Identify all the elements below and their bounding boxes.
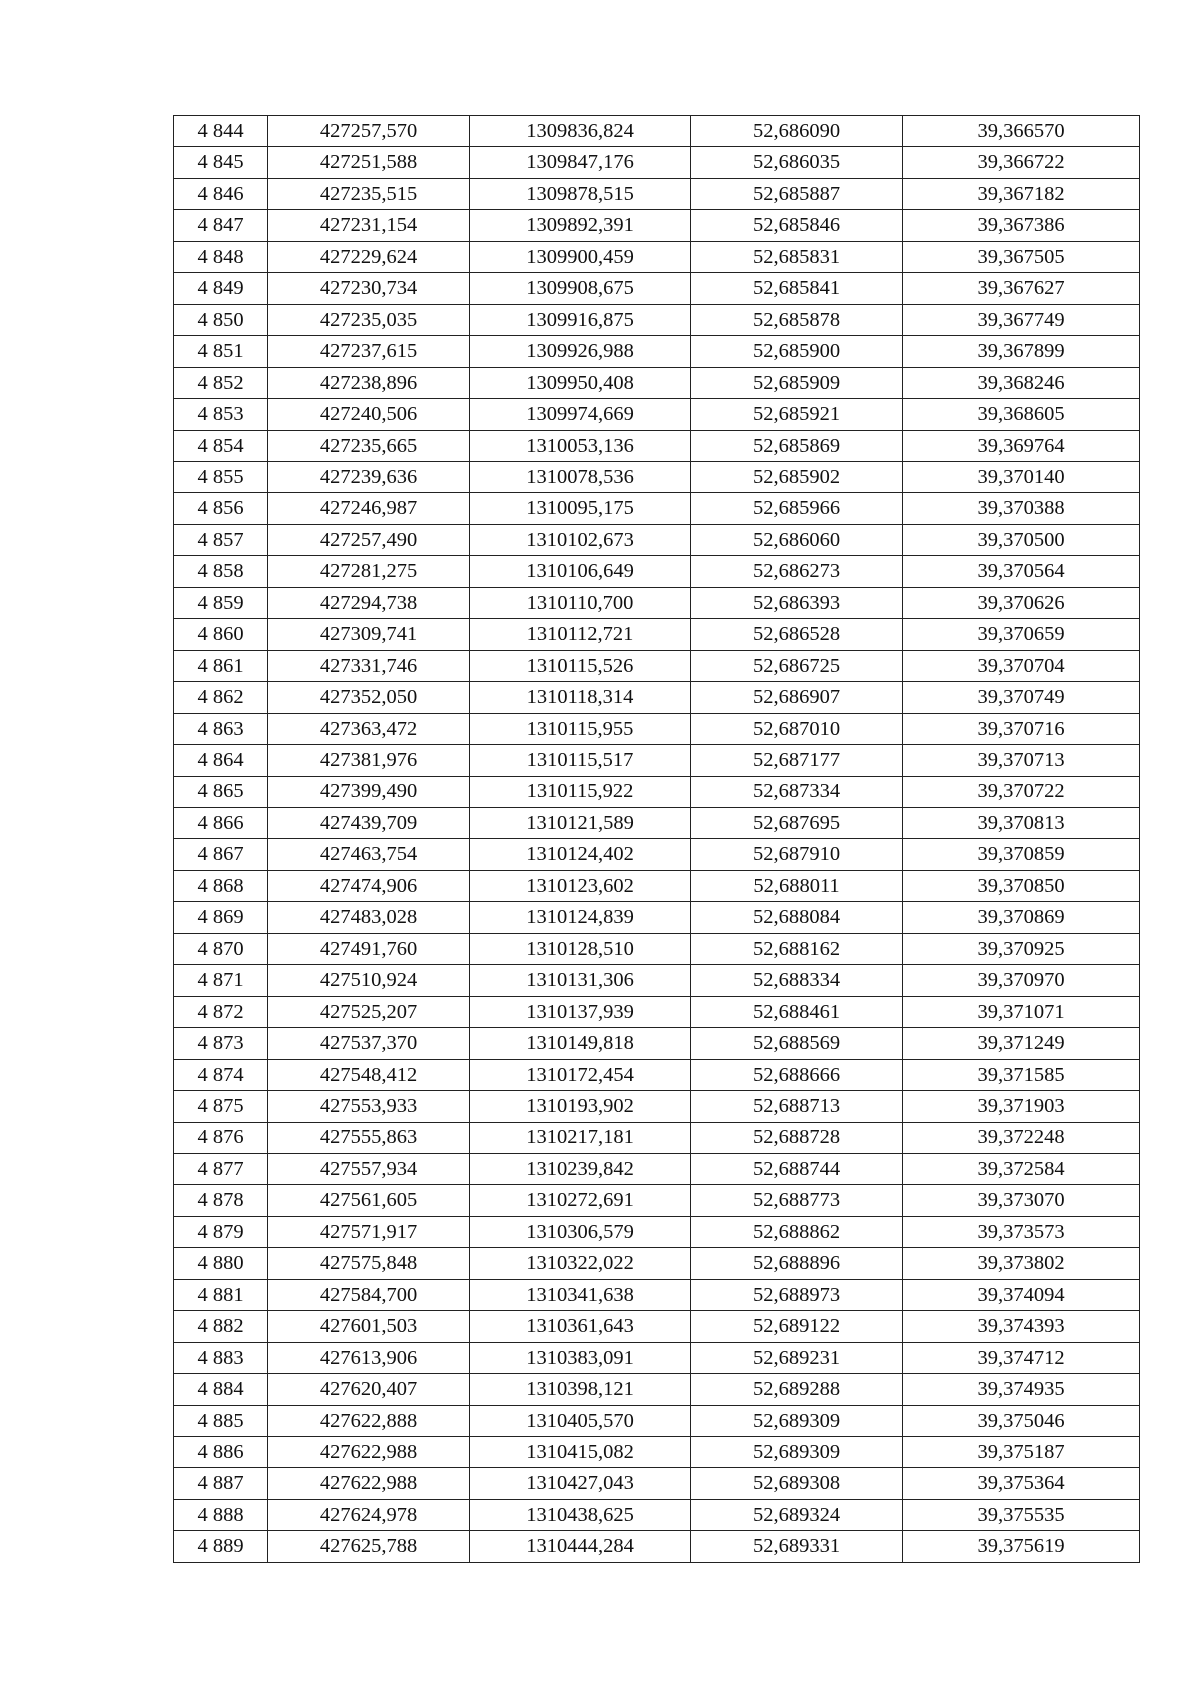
table-row	[174, 399, 1140, 430]
latitude-cell: 52,687334	[691, 776, 903, 807]
latitude-cell: 52,689331	[691, 1531, 903, 1562]
table-row	[174, 682, 1140, 713]
table-row	[174, 1468, 1140, 1499]
point-number-cell: 4 858	[174, 556, 268, 587]
x-coordinate-cell: 427622,888	[268, 1405, 470, 1436]
latitude-cell: 52,685841	[691, 273, 903, 304]
y-coordinate-cell: 1310193,902	[470, 1091, 691, 1122]
longitude-cell: 39,375046	[903, 1405, 1140, 1436]
table-row	[174, 1059, 1140, 1090]
point-number-cell: 4 860	[174, 619, 268, 650]
table-row	[174, 461, 1140, 492]
x-coordinate-cell: 427237,615	[268, 336, 470, 367]
latitude-cell: 52,685887	[691, 178, 903, 209]
longitude-cell: 39,370716	[903, 713, 1140, 744]
y-coordinate-cell: 1310239,842	[470, 1153, 691, 1184]
longitude-cell: 39,367899	[903, 336, 1140, 367]
table-row	[174, 304, 1140, 335]
table-row	[174, 587, 1140, 618]
y-coordinate-cell: 1310102,673	[470, 524, 691, 555]
table-row	[174, 556, 1140, 587]
point-number-cell: 4 876	[174, 1122, 268, 1153]
x-coordinate-cell: 427235,035	[268, 304, 470, 335]
point-number-cell: 4 873	[174, 1028, 268, 1059]
point-number-cell: 4 857	[174, 524, 268, 555]
latitude-cell: 52,688461	[691, 996, 903, 1027]
y-coordinate-cell: 1310137,939	[470, 996, 691, 1027]
latitude-cell: 52,686060	[691, 524, 903, 555]
longitude-cell: 39,367182	[903, 178, 1140, 209]
longitude-cell: 39,370722	[903, 776, 1140, 807]
longitude-cell: 39,367749	[903, 304, 1140, 335]
point-number-cell: 4 870	[174, 933, 268, 964]
point-number-cell: 4 869	[174, 902, 268, 933]
point-number-cell: 4 868	[174, 870, 268, 901]
y-coordinate-cell: 1310438,625	[470, 1499, 691, 1530]
y-coordinate-cell: 1309847,176	[470, 147, 691, 178]
x-coordinate-cell: 427309,741	[268, 619, 470, 650]
x-coordinate-cell: 427352,050	[268, 682, 470, 713]
table-row	[174, 493, 1140, 524]
table-row	[174, 1248, 1140, 1279]
latitude-cell: 52,686035	[691, 147, 903, 178]
table-row	[174, 650, 1140, 681]
point-number-cell: 4 844	[174, 116, 268, 147]
x-coordinate-cell: 427331,746	[268, 650, 470, 681]
y-coordinate-cell: 1310095,175	[470, 493, 691, 524]
x-coordinate-cell: 427625,788	[268, 1531, 470, 1562]
longitude-cell: 39,371249	[903, 1028, 1140, 1059]
table-row	[174, 147, 1140, 178]
longitude-cell: 39,370388	[903, 493, 1140, 524]
point-number-cell: 4 874	[174, 1059, 268, 1090]
x-coordinate-cell: 427381,976	[268, 745, 470, 776]
point-number-cell: 4 865	[174, 776, 268, 807]
latitude-cell: 52,688713	[691, 1091, 903, 1122]
table-row	[174, 1311, 1140, 1342]
table-row	[174, 241, 1140, 272]
x-coordinate-cell: 427246,987	[268, 493, 470, 524]
longitude-cell: 39,375619	[903, 1531, 1140, 1562]
y-coordinate-cell: 1310306,579	[470, 1216, 691, 1247]
y-coordinate-cell: 1310053,136	[470, 430, 691, 461]
longitude-cell: 39,370850	[903, 870, 1140, 901]
y-coordinate-cell: 1310118,314	[470, 682, 691, 713]
longitude-cell: 39,374712	[903, 1342, 1140, 1373]
table-row	[174, 1028, 1140, 1059]
point-number-cell: 4 886	[174, 1437, 268, 1468]
latitude-cell: 52,688666	[691, 1059, 903, 1090]
table-row	[174, 1216, 1140, 1247]
point-number-cell: 4 872	[174, 996, 268, 1027]
latitude-cell: 52,689309	[691, 1405, 903, 1436]
latitude-cell: 52,687010	[691, 713, 903, 744]
x-coordinate-cell: 427537,370	[268, 1028, 470, 1059]
y-coordinate-cell: 1309892,391	[470, 210, 691, 241]
y-coordinate-cell: 1310172,454	[470, 1059, 691, 1090]
point-number-cell: 4 866	[174, 807, 268, 838]
table-row	[174, 116, 1140, 147]
latitude-cell: 52,686393	[691, 587, 903, 618]
x-coordinate-cell: 427281,275	[268, 556, 470, 587]
point-number-cell: 4 846	[174, 178, 268, 209]
coordinates-table-body	[174, 116, 1140, 1563]
y-coordinate-cell: 1310149,818	[470, 1028, 691, 1059]
y-coordinate-cell: 1310361,643	[470, 1311, 691, 1342]
point-number-cell: 4 850	[174, 304, 268, 335]
longitude-cell: 39,373070	[903, 1185, 1140, 1216]
y-coordinate-cell: 1310115,517	[470, 745, 691, 776]
point-number-cell: 4 871	[174, 965, 268, 996]
longitude-cell: 39,371071	[903, 996, 1140, 1027]
point-number-cell: 4 847	[174, 210, 268, 241]
y-coordinate-cell: 1310115,922	[470, 776, 691, 807]
latitude-cell: 52,689309	[691, 1437, 903, 1468]
x-coordinate-cell: 427363,472	[268, 713, 470, 744]
table-row	[174, 1122, 1140, 1153]
longitude-cell: 39,370713	[903, 745, 1140, 776]
point-number-cell: 4 881	[174, 1279, 268, 1310]
x-coordinate-cell: 427553,933	[268, 1091, 470, 1122]
latitude-cell: 52,686907	[691, 682, 903, 713]
x-coordinate-cell: 427474,906	[268, 870, 470, 901]
x-coordinate-cell: 427525,207	[268, 996, 470, 1027]
y-coordinate-cell: 1310405,570	[470, 1405, 691, 1436]
x-coordinate-cell: 427601,503	[268, 1311, 470, 1342]
y-coordinate-cell: 1309908,675	[470, 273, 691, 304]
table-row	[174, 1499, 1140, 1530]
y-coordinate-cell: 1310341,638	[470, 1279, 691, 1310]
latitude-cell: 52,687695	[691, 807, 903, 838]
longitude-cell: 39,368246	[903, 367, 1140, 398]
table-row	[174, 1405, 1140, 1436]
x-coordinate-cell: 427613,906	[268, 1342, 470, 1373]
latitude-cell: 52,685869	[691, 430, 903, 461]
point-number-cell: 4 884	[174, 1374, 268, 1405]
point-number-cell: 4 853	[174, 399, 268, 430]
table-row	[174, 776, 1140, 807]
latitude-cell: 52,685902	[691, 461, 903, 492]
longitude-cell: 39,375535	[903, 1499, 1140, 1530]
x-coordinate-cell: 427251,588	[268, 147, 470, 178]
x-coordinate-cell: 427620,407	[268, 1374, 470, 1405]
longitude-cell: 39,367627	[903, 273, 1140, 304]
point-number-cell: 4 861	[174, 650, 268, 681]
x-coordinate-cell: 427557,934	[268, 1153, 470, 1184]
longitude-cell: 39,369764	[903, 430, 1140, 461]
table-row	[174, 210, 1140, 241]
x-coordinate-cell: 427439,709	[268, 807, 470, 838]
table-row	[174, 902, 1140, 933]
table-row	[174, 839, 1140, 870]
y-coordinate-cell: 1310427,043	[470, 1468, 691, 1499]
longitude-cell: 39,370140	[903, 461, 1140, 492]
y-coordinate-cell: 1310128,510	[470, 933, 691, 964]
x-coordinate-cell: 427238,896	[268, 367, 470, 398]
table-row	[174, 273, 1140, 304]
table-row	[174, 1091, 1140, 1122]
point-number-cell: 4 855	[174, 461, 268, 492]
longitude-cell: 39,366570	[903, 116, 1140, 147]
x-coordinate-cell: 427584,700	[268, 1279, 470, 1310]
longitude-cell: 39,375364	[903, 1468, 1140, 1499]
latitude-cell: 52,688862	[691, 1216, 903, 1247]
longitude-cell: 39,374935	[903, 1374, 1140, 1405]
table-row	[174, 1185, 1140, 1216]
longitude-cell: 39,370813	[903, 807, 1140, 838]
table-row	[174, 336, 1140, 367]
table-row	[174, 1437, 1140, 1468]
table-row	[174, 933, 1140, 964]
latitude-cell: 52,687177	[691, 745, 903, 776]
point-number-cell: 4 888	[174, 1499, 268, 1530]
longitude-cell: 39,370626	[903, 587, 1140, 618]
latitude-cell: 52,685966	[691, 493, 903, 524]
table-row	[174, 430, 1140, 461]
table-row	[174, 965, 1140, 996]
table-row	[174, 1531, 1140, 1562]
table-row	[174, 367, 1140, 398]
latitude-cell: 52,685900	[691, 336, 903, 367]
point-number-cell: 4 862	[174, 682, 268, 713]
longitude-cell: 39,371903	[903, 1091, 1140, 1122]
point-number-cell: 4 889	[174, 1531, 268, 1562]
x-coordinate-cell: 427240,506	[268, 399, 470, 430]
y-coordinate-cell: 1310131,306	[470, 965, 691, 996]
latitude-cell: 52,689324	[691, 1499, 903, 1530]
latitude-cell: 52,685846	[691, 210, 903, 241]
point-number-cell: 4 856	[174, 493, 268, 524]
x-coordinate-cell: 427399,490	[268, 776, 470, 807]
longitude-cell: 39,370970	[903, 965, 1140, 996]
table-row	[174, 178, 1140, 209]
y-coordinate-cell: 1310444,284	[470, 1531, 691, 1562]
longitude-cell: 39,366722	[903, 147, 1140, 178]
latitude-cell: 52,688773	[691, 1185, 903, 1216]
x-coordinate-cell: 427235,665	[268, 430, 470, 461]
longitude-cell: 39,374393	[903, 1311, 1140, 1342]
y-coordinate-cell: 1310272,691	[470, 1185, 691, 1216]
y-coordinate-cell: 1309916,875	[470, 304, 691, 335]
y-coordinate-cell: 1310398,121	[470, 1374, 691, 1405]
point-number-cell: 4 875	[174, 1091, 268, 1122]
point-number-cell: 4 852	[174, 367, 268, 398]
y-coordinate-cell: 1310078,536	[470, 461, 691, 492]
x-coordinate-cell: 427571,917	[268, 1216, 470, 1247]
longitude-cell: 39,370749	[903, 682, 1140, 713]
point-number-cell: 4 880	[174, 1248, 268, 1279]
latitude-cell: 52,688569	[691, 1028, 903, 1059]
y-coordinate-cell: 1310124,402	[470, 839, 691, 870]
x-coordinate-cell: 427294,738	[268, 587, 470, 618]
latitude-cell: 52,689231	[691, 1342, 903, 1373]
coordinates-table	[173, 115, 1140, 1563]
table-row	[174, 1374, 1140, 1405]
y-coordinate-cell: 1309950,408	[470, 367, 691, 398]
longitude-cell: 39,371585	[903, 1059, 1140, 1090]
table-row	[174, 524, 1140, 555]
x-coordinate-cell: 427555,863	[268, 1122, 470, 1153]
longitude-cell: 39,373802	[903, 1248, 1140, 1279]
longitude-cell: 39,367386	[903, 210, 1140, 241]
point-number-cell: 4 885	[174, 1405, 268, 1436]
latitude-cell: 52,689308	[691, 1468, 903, 1499]
table-row	[174, 1342, 1140, 1373]
latitude-cell: 52,686090	[691, 116, 903, 147]
x-coordinate-cell: 427491,760	[268, 933, 470, 964]
latitude-cell: 52,688334	[691, 965, 903, 996]
point-number-cell: 4 851	[174, 336, 268, 367]
y-coordinate-cell: 1309900,459	[470, 241, 691, 272]
x-coordinate-cell: 427622,988	[268, 1437, 470, 1468]
latitude-cell: 52,686528	[691, 619, 903, 650]
latitude-cell: 52,688973	[691, 1279, 903, 1310]
x-coordinate-cell: 427235,515	[268, 178, 470, 209]
x-coordinate-cell: 427510,924	[268, 965, 470, 996]
latitude-cell: 52,689122	[691, 1311, 903, 1342]
longitude-cell: 39,372584	[903, 1153, 1140, 1184]
latitude-cell: 52,685921	[691, 399, 903, 430]
table-row	[174, 996, 1140, 1027]
latitude-cell: 52,685878	[691, 304, 903, 335]
longitude-cell: 39,375187	[903, 1437, 1140, 1468]
point-number-cell: 4 849	[174, 273, 268, 304]
x-coordinate-cell: 427231,154	[268, 210, 470, 241]
latitude-cell: 52,687910	[691, 839, 903, 870]
latitude-cell: 52,685909	[691, 367, 903, 398]
x-coordinate-cell: 427483,028	[268, 902, 470, 933]
y-coordinate-cell: 1310217,181	[470, 1122, 691, 1153]
x-coordinate-cell: 427548,412	[268, 1059, 470, 1090]
latitude-cell: 52,689288	[691, 1374, 903, 1405]
longitude-cell: 39,368605	[903, 399, 1140, 430]
latitude-cell: 52,685831	[691, 241, 903, 272]
point-number-cell: 4 848	[174, 241, 268, 272]
latitude-cell: 52,688896	[691, 1248, 903, 1279]
x-coordinate-cell: 427239,636	[268, 461, 470, 492]
table-row	[174, 870, 1140, 901]
latitude-cell: 52,686273	[691, 556, 903, 587]
y-coordinate-cell: 1309878,515	[470, 178, 691, 209]
table-row	[174, 619, 1140, 650]
point-number-cell: 4 867	[174, 839, 268, 870]
longitude-cell: 39,370704	[903, 650, 1140, 681]
y-coordinate-cell: 1310112,721	[470, 619, 691, 650]
table-row	[174, 745, 1140, 776]
x-coordinate-cell: 427622,988	[268, 1468, 470, 1499]
y-coordinate-cell: 1310415,082	[470, 1437, 691, 1468]
y-coordinate-cell: 1310106,649	[470, 556, 691, 587]
latitude-cell: 52,688084	[691, 902, 903, 933]
latitude-cell: 52,688744	[691, 1153, 903, 1184]
longitude-cell: 39,374094	[903, 1279, 1140, 1310]
point-number-cell: 4 877	[174, 1153, 268, 1184]
x-coordinate-cell: 427257,490	[268, 524, 470, 555]
y-coordinate-cell: 1310123,602	[470, 870, 691, 901]
point-number-cell: 4 864	[174, 745, 268, 776]
x-coordinate-cell: 427230,734	[268, 273, 470, 304]
longitude-cell: 39,370659	[903, 619, 1140, 650]
y-coordinate-cell: 1309974,669	[470, 399, 691, 430]
y-coordinate-cell: 1310322,022	[470, 1248, 691, 1279]
x-coordinate-cell: 427463,754	[268, 839, 470, 870]
longitude-cell: 39,370564	[903, 556, 1140, 587]
point-number-cell: 4 887	[174, 1468, 268, 1499]
table-row	[174, 713, 1140, 744]
y-coordinate-cell: 1310121,589	[470, 807, 691, 838]
table-row	[174, 1279, 1140, 1310]
y-coordinate-cell: 1310124,839	[470, 902, 691, 933]
y-coordinate-cell: 1309926,988	[470, 336, 691, 367]
x-coordinate-cell: 427575,848	[268, 1248, 470, 1279]
point-number-cell: 4 879	[174, 1216, 268, 1247]
longitude-cell: 39,373573	[903, 1216, 1140, 1247]
longitude-cell: 39,370859	[903, 839, 1140, 870]
point-number-cell: 4 878	[174, 1185, 268, 1216]
latitude-cell: 52,686725	[691, 650, 903, 681]
point-number-cell: 4 859	[174, 587, 268, 618]
longitude-cell: 39,370925	[903, 933, 1140, 964]
point-number-cell: 4 863	[174, 713, 268, 744]
longitude-cell: 39,370869	[903, 902, 1140, 933]
y-coordinate-cell: 1310115,955	[470, 713, 691, 744]
x-coordinate-cell: 427624,978	[268, 1499, 470, 1530]
point-number-cell: 4 882	[174, 1311, 268, 1342]
longitude-cell: 39,372248	[903, 1122, 1140, 1153]
point-number-cell: 4 845	[174, 147, 268, 178]
y-coordinate-cell: 1310115,526	[470, 650, 691, 681]
latitude-cell: 52,688011	[691, 870, 903, 901]
y-coordinate-cell: 1310383,091	[470, 1342, 691, 1373]
latitude-cell: 52,688728	[691, 1122, 903, 1153]
y-coordinate-cell: 1310110,700	[470, 587, 691, 618]
x-coordinate-cell: 427229,624	[268, 241, 470, 272]
table-row	[174, 807, 1140, 838]
latitude-cell: 52,688162	[691, 933, 903, 964]
table-row	[174, 1153, 1140, 1184]
y-coordinate-cell: 1309836,824	[470, 116, 691, 147]
longitude-cell: 39,370500	[903, 524, 1140, 555]
longitude-cell: 39,367505	[903, 241, 1140, 272]
point-number-cell: 4 854	[174, 430, 268, 461]
x-coordinate-cell: 427257,570	[268, 116, 470, 147]
point-number-cell: 4 883	[174, 1342, 268, 1373]
x-coordinate-cell: 427561,605	[268, 1185, 470, 1216]
